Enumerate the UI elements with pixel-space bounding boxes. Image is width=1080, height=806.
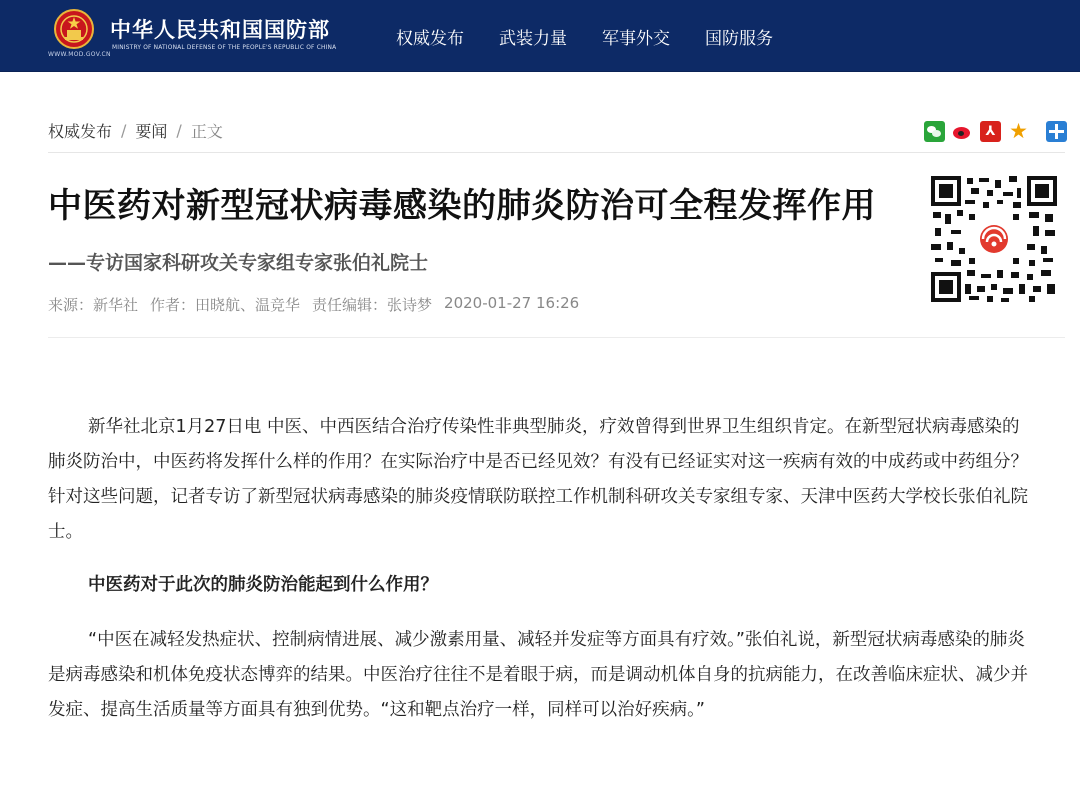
divider	[48, 337, 1065, 338]
breadcrumb-separator: /	[176, 121, 182, 140]
site-title-english: MINISTRY OF NATIONAL DEFENSE OF THE PEOPLE'S REPUBLIC OF CHINA	[112, 44, 337, 51]
weibo-icon[interactable]	[952, 121, 973, 142]
nav-item-authoritative-release[interactable]: 权威发布	[396, 29, 464, 49]
main-nav	[396, 24, 808, 49]
article-title: 中医药对新型冠状病毒感染的肺炎防治可全程发挥作用	[48, 186, 876, 226]
breadcrumb-item-news[interactable]: 要闻	[135, 122, 168, 141]
wechat-icon[interactable]	[924, 121, 945, 142]
article-source: 来源：新华社	[48, 296, 139, 314]
site-url: WWW.MOD.GOV.CN	[48, 51, 111, 58]
article-meta	[48, 294, 591, 315]
breadcrumb	[48, 119, 223, 142]
article-question: 中医药对于此次的肺炎防治能起到什么作用？	[88, 575, 438, 595]
article-subtitle: ——专访国家科研攻关专家组专家张伯礼院士	[48, 252, 429, 274]
share-plus-icon[interactable]	[1046, 121, 1067, 142]
breadcrumb-separator: /	[121, 121, 127, 140]
article-paragraph: “中医在减轻发热症状、控制病情进展、减少激素用量、减轻并发症等方面具有疗效。”张伯礼说，新型冠状病毒感染的肺炎是病毒感染和机体免疫状态博弈的结果。中医治疗往往不是着眼于病，而是调动机体自身的抗病能力，在改善临床症状、减少并发症、提高生活质量等方面具有独到优势。“这和靶点治疗一样，同样可以治好疾病。”	[48, 630, 1028, 720]
article-datetime: 2020-01-27 16:26	[444, 294, 580, 312]
pdf-icon[interactable]: ⅄	[980, 121, 1001, 142]
nav-item-military-diplomacy[interactable]: 军事外交	[602, 29, 670, 49]
article-paragraph: 新华社北京1月27日电 中医、中西医结合治疗传染性非典型肺炎，疗效曾得到世界卫生组织肯定。在新型冠状病毒感染的肺炎防治中，中医药将发挥什么样的作用？在实际治疗中是否已经见效？有没有已经证实对这一疾病有效的中成药或中药组分？针对这些问题，记者专访了新型冠状病毒感染的肺炎疫情联防联控工作机制科研攻关专家组专家、天津中医药大学校长张伯礼院士。	[48, 417, 1028, 542]
qr-code-icon	[929, 174, 1059, 304]
article-body	[48, 410, 1033, 746]
favorite-star-icon[interactable]: ★	[1009, 119, 1028, 143]
breadcrumb-current: 正文	[190, 122, 223, 141]
article-author: 作者：田晓航、温竞华	[150, 296, 301, 314]
breadcrumb-item-release[interactable]: 权威发布	[48, 122, 113, 141]
share-toolbar	[924, 121, 1074, 142]
site-header	[0, 0, 1080, 72]
divider	[48, 152, 1065, 153]
nav-item-defense-services[interactable]: 国防服务	[705, 29, 773, 49]
national-emblem-icon[interactable]	[54, 9, 94, 49]
nav-item-armed-forces[interactable]: 武装力量	[499, 29, 567, 49]
site-title[interactable]: 中华人民共和国国防部	[110, 18, 330, 42]
article-editor: 责任编辑：张诗梦	[312, 296, 433, 314]
